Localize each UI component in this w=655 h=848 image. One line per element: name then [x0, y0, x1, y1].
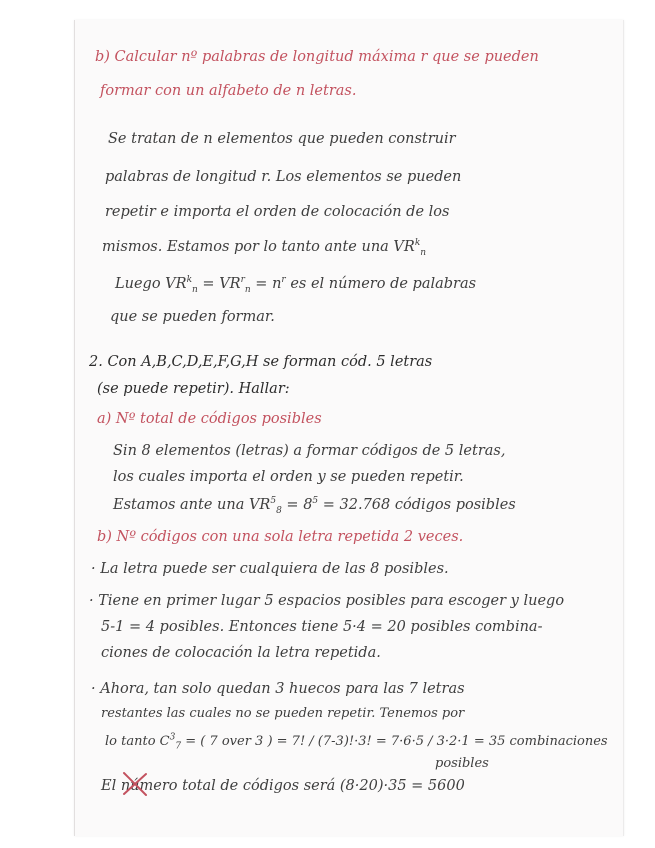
text-line: los cuales importa el orden y se pueden repetir. — [113, 469, 464, 485]
formula-line — [115, 275, 476, 293]
text-span: = 32.768 códigos posibles — [318, 497, 516, 513]
subscript: 7 — [175, 741, 182, 752]
text-line: 5-1 = 4 posibles. Entonces tiene 5·4 = 20 posibles combina- — [101, 619, 543, 635]
text-line: palabras de longitud r. Los elementos se pueden — [105, 169, 462, 185]
text-line: ciones de colocación la letra repetida. — [101, 645, 381, 661]
text-span: es el número de palabras — [285, 276, 477, 292]
subscript: 8 — [276, 505, 282, 516]
formula-line — [105, 733, 608, 751]
text-line: (se puede repetir). Hallar: — [97, 381, 290, 397]
superscript: 5 — [270, 496, 277, 507]
text-span: = n — [250, 276, 282, 292]
subscript: n — [192, 284, 198, 295]
text-span: mismos. Estamos por lo tanto ante una VR — [102, 239, 415, 255]
superscript: 5 — [312, 496, 319, 507]
text-line: a) Nº total de códigos posibles — [97, 411, 322, 427]
subscript: n — [244, 284, 251, 295]
notebook-page — [74, 20, 624, 836]
text-line: · Ahora, tan solo quedan 3 huecos para las 7 letras — [91, 681, 465, 697]
text-line: b) Calcular nº palabras de longitud máxima r que se pueden — [95, 49, 539, 65]
text-line — [102, 238, 426, 256]
superscript: k — [186, 275, 193, 286]
text-span: Luego VR — [115, 276, 187, 292]
text-span: lo tanto C — [105, 734, 170, 749]
text-line: · La letra puede ser cualquiera de las 8 posibles. — [91, 561, 449, 577]
text-line: b) Nº códigos con una sola letra repetida 2 veces. — [97, 529, 464, 545]
text-line: Sin 8 elementos (letras) a formar códigos de 5 letras, — [113, 443, 506, 459]
text-line: Se tratan de n elementos que pueden construir — [108, 131, 456, 147]
text-line: posibles — [435, 756, 489, 771]
formula-line — [113, 496, 516, 514]
text-line: restantes las cuales no se pueden repetir. Tenemos por — [101, 706, 465, 721]
text-line: formar con un alfabeto de n letras. — [100, 83, 357, 99]
text-span: = VR — [197, 276, 241, 292]
text-line: 2. Con A,B,C,D,E,F,G,H se forman cód. 5 letras — [89, 354, 433, 370]
superscript: r — [281, 275, 286, 286]
superscript: r — [240, 275, 245, 286]
text-line: repetir e importa el orden de colocación de los — [105, 204, 450, 220]
text-span: = ( 7 over 3 ) = 7! / (7-3)!·3! = 7·6·5 / 3·2·1 = 35 combinaciones — [181, 734, 608, 749]
text-line: · Tiene en primer lugar 5 espacios posibles para escoger y luego — [89, 593, 565, 609]
text-line: El número total de códigos será (8·20)·35 = 5600 — [101, 778, 465, 794]
text-span: Estamos ante una VR — [113, 497, 271, 513]
text-span: = 8 — [281, 497, 313, 513]
superscript: k — [414, 238, 421, 249]
subscript: n — [420, 247, 427, 258]
superscript: 3 — [169, 732, 176, 743]
text-line: que se pueden formar. — [110, 309, 275, 325]
cross-mark-icon — [121, 771, 149, 797]
